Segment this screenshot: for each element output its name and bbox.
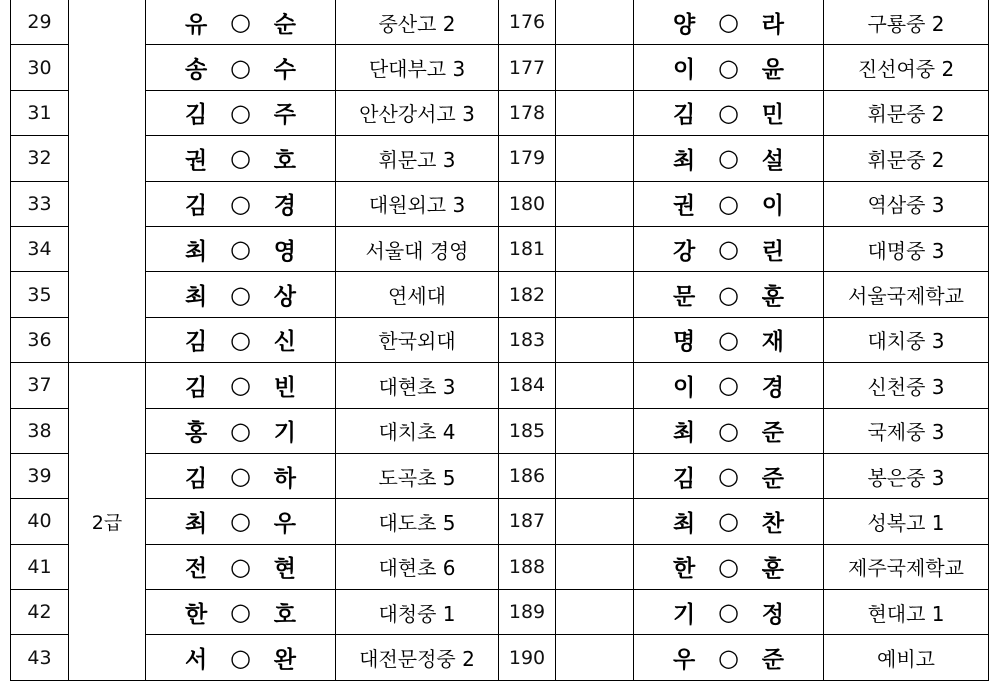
school-cell: 봉은중 3 (824, 453, 989, 498)
name-surname: 문 (673, 284, 696, 311)
name-given: 경 (761, 374, 784, 401)
student-name (634, 408, 824, 453)
grade-cell (69, 0, 146, 363)
school-cell: 대현초 6 (336, 544, 499, 589)
name-surname: 최 (185, 284, 208, 311)
name-given: 빈 (273, 374, 296, 401)
school-cell: 대치중 3 (824, 317, 989, 362)
grade-cell (556, 90, 634, 135)
table-row (11, 363, 989, 408)
row-number: 43 (11, 635, 69, 680)
student-name (634, 363, 824, 408)
name-given: 민 (761, 102, 784, 129)
row-number: 33 (11, 181, 69, 226)
name-given: 훈 (761, 556, 784, 583)
school-cell: 대도초 5 (336, 499, 499, 544)
row-number: 187 (499, 499, 556, 544)
student-name (634, 317, 824, 362)
grade-cell (556, 45, 634, 90)
row-number: 182 (499, 272, 556, 317)
student-name (146, 635, 336, 680)
row-number: 30 (11, 45, 69, 90)
name-given: 수 (273, 57, 296, 84)
name-mask: ○ (718, 144, 739, 173)
school-cell: 대원외고 3 (336, 181, 499, 226)
student-name (146, 90, 336, 135)
row-number: 36 (11, 317, 69, 362)
table-row (11, 226, 989, 271)
student-name (634, 635, 824, 680)
name-given: 주 (273, 102, 296, 129)
name-given: 기 (273, 420, 296, 447)
grade-cell (556, 226, 634, 271)
name-surname: 이 (673, 374, 696, 401)
name-mask: ○ (230, 552, 251, 581)
grade-cell (556, 363, 634, 408)
row-number: 181 (499, 226, 556, 271)
name-surname: 최 (185, 510, 208, 537)
table-row (11, 0, 989, 45)
name-surname: 권 (185, 147, 208, 174)
school-cell: 대청중 1 (336, 590, 499, 635)
grade-cell: 2급 (69, 363, 146, 681)
student-name (634, 0, 824, 45)
row-number: 189 (499, 590, 556, 635)
name-mask: ○ (230, 98, 251, 127)
grade-cell (556, 499, 634, 544)
name-surname: 명 (673, 329, 696, 356)
school-cell: 신천중 3 (824, 363, 989, 408)
row-number: 179 (499, 136, 556, 181)
school-cell: 서울국제학교 (824, 272, 989, 317)
row-number: 177 (499, 45, 556, 90)
grade-cell (556, 0, 634, 45)
name-given: 재 (761, 329, 784, 356)
table-row (11, 45, 989, 90)
name-surname: 김 (185, 102, 208, 129)
row-number: 38 (11, 408, 69, 453)
school-cell: 성복고 1 (824, 499, 989, 544)
row-number: 29 (11, 0, 69, 45)
student-name (146, 499, 336, 544)
name-given: 하 (273, 465, 296, 492)
row-number: 40 (11, 499, 69, 544)
student-name (146, 272, 336, 317)
name-surname: 김 (185, 329, 208, 356)
table-row (11, 272, 989, 317)
name-surname: 최 (673, 510, 696, 537)
name-mask: ○ (230, 598, 251, 627)
school-cell: 역삼중 3 (824, 181, 989, 226)
row-number: 180 (499, 181, 556, 226)
name-given: 순 (273, 11, 296, 38)
name-surname: 서 (185, 647, 208, 674)
school-cell: 구룡중 2 (824, 0, 989, 45)
school-cell: 휘문중 2 (824, 136, 989, 181)
name-given: 설 (761, 147, 784, 174)
student-name (146, 0, 336, 45)
row-number: 183 (499, 317, 556, 362)
name-mask: ○ (230, 53, 251, 82)
student-name (634, 590, 824, 635)
student-name (634, 90, 824, 135)
name-surname: 김 (673, 465, 696, 492)
name-given: 라 (761, 11, 784, 38)
school-cell: 대치초 4 (336, 408, 499, 453)
school-cell: 안산강서고 3 (336, 90, 499, 135)
row-number: 185 (499, 408, 556, 453)
grade-cell (556, 272, 634, 317)
school-cell: 연세대 (336, 272, 499, 317)
row-number: 178 (499, 90, 556, 135)
student-name (634, 226, 824, 271)
student-name (634, 136, 824, 181)
student-name (634, 499, 824, 544)
student-name (146, 453, 336, 498)
name-mask: ○ (718, 643, 739, 672)
grade-cell (556, 544, 634, 589)
name-surname: 김 (185, 193, 208, 220)
row-number: 41 (11, 544, 69, 589)
row-number: 32 (11, 136, 69, 181)
name-given: 정 (761, 601, 784, 628)
name-given: 영 (273, 238, 296, 265)
school-cell: 제주국제학교 (824, 544, 989, 589)
student-name (634, 45, 824, 90)
name-mask: ○ (230, 235, 251, 264)
school-cell: 도곡초 5 (336, 453, 499, 498)
school-cell: 대명중 3 (824, 226, 989, 271)
name-mask: ○ (230, 462, 251, 491)
table-row (11, 90, 989, 135)
table-row (11, 181, 989, 226)
name-surname: 양 (673, 11, 696, 38)
name-mask: ○ (230, 144, 251, 173)
name-surname: 김 (185, 374, 208, 401)
name-surname: 우 (673, 647, 696, 674)
name-given: 준 (761, 647, 784, 674)
student-name (634, 544, 824, 589)
school-cell: 휘문고 3 (336, 136, 499, 181)
name-mask: ○ (718, 416, 739, 445)
table-row (11, 499, 989, 544)
name-given: 준 (761, 465, 784, 492)
grade-cell (556, 317, 634, 362)
name-surname: 최 (673, 420, 696, 447)
name-mask: ○ (718, 462, 739, 491)
name-mask: ○ (718, 371, 739, 400)
name-surname: 최 (185, 238, 208, 265)
name-mask: ○ (718, 325, 739, 354)
name-surname: 김 (185, 465, 208, 492)
name-mask: ○ (230, 8, 251, 37)
student-name (146, 317, 336, 362)
name-given: 이 (761, 193, 784, 220)
name-surname: 김 (673, 102, 696, 129)
name-given: 현 (273, 556, 296, 583)
name-given: 호 (273, 601, 296, 628)
name-surname: 강 (673, 238, 696, 265)
name-given: 경 (273, 193, 296, 220)
student-name (146, 544, 336, 589)
row-number: 39 (11, 453, 69, 498)
name-mask: ○ (718, 235, 739, 264)
name-mask: ○ (230, 189, 251, 218)
name-given: 우 (273, 510, 296, 537)
school-cell: 대전문정중 2 (336, 635, 499, 680)
grade-cell (556, 635, 634, 680)
row-number: 176 (499, 0, 556, 45)
name-mask: ○ (230, 371, 251, 400)
name-given: 신 (273, 329, 296, 356)
name-given: 윤 (761, 57, 784, 84)
student-name (146, 136, 336, 181)
grade-cell (556, 408, 634, 453)
name-surname: 기 (673, 601, 696, 628)
student-name (146, 363, 336, 408)
name-mask: ○ (718, 598, 739, 627)
student-name (634, 272, 824, 317)
school-cell: 서울대 경영 (336, 226, 499, 271)
table-row (11, 453, 989, 498)
row-number: 184 (499, 363, 556, 408)
name-surname: 한 (185, 601, 208, 628)
grade-cell (556, 590, 634, 635)
row-number: 42 (11, 590, 69, 635)
school-cell: 현대고 1 (824, 590, 989, 635)
name-mask: ○ (718, 280, 739, 309)
student-name (146, 226, 336, 271)
row-number: 37 (11, 363, 69, 408)
certificate-list-table (10, 0, 989, 681)
student-name (146, 45, 336, 90)
name-given: 완 (273, 647, 296, 674)
name-mask: ○ (230, 325, 251, 354)
school-cell: 대현초 3 (336, 363, 499, 408)
school-cell: 예비고 (824, 635, 989, 680)
row-number: 188 (499, 544, 556, 589)
name-surname: 송 (185, 57, 208, 84)
name-mask: ○ (718, 8, 739, 37)
school-cell: 중산고 2 (336, 0, 499, 45)
school-cell: 휘문중 2 (824, 90, 989, 135)
student-name (634, 181, 824, 226)
grade-cell (556, 136, 634, 181)
row-number: 31 (11, 90, 69, 135)
name-surname: 유 (185, 11, 208, 38)
name-mask: ○ (718, 98, 739, 127)
row-number: 186 (499, 453, 556, 498)
school-cell: 한국외대 (336, 317, 499, 362)
student-name (146, 181, 336, 226)
name-given: 찬 (761, 510, 784, 537)
student-name (634, 453, 824, 498)
student-name (146, 590, 336, 635)
name-mask: ○ (718, 507, 739, 536)
name-given: 준 (761, 420, 784, 447)
row-number: 34 (11, 226, 69, 271)
name-given: 린 (761, 238, 784, 265)
table-row (11, 590, 989, 635)
name-mask: ○ (230, 280, 251, 309)
name-given: 훈 (761, 284, 784, 311)
name-given: 상 (273, 284, 296, 311)
name-surname: 한 (673, 556, 696, 583)
grade-cell (556, 181, 634, 226)
name-surname: 이 (673, 57, 696, 84)
row-number: 190 (499, 635, 556, 680)
name-mask: ○ (230, 643, 251, 672)
table-row (11, 635, 989, 680)
table-row (11, 136, 989, 181)
name-surname: 최 (673, 147, 696, 174)
table-row (11, 544, 989, 589)
table-row (11, 408, 989, 453)
name-mask: ○ (718, 189, 739, 218)
school-cell: 국제중 3 (824, 408, 989, 453)
grade-cell (556, 453, 634, 498)
name-mask: ○ (230, 507, 251, 536)
table-row (11, 317, 989, 362)
row-number: 35 (11, 272, 69, 317)
name-surname: 권 (673, 193, 696, 220)
name-mask: ○ (230, 416, 251, 445)
school-cell: 단대부고 3 (336, 45, 499, 90)
student-name (146, 408, 336, 453)
name-given: 호 (273, 147, 296, 174)
name-surname: 홍 (185, 420, 208, 447)
name-mask: ○ (718, 53, 739, 82)
school-cell: 진선여중 2 (824, 45, 989, 90)
name-surname: 전 (185, 556, 208, 583)
name-mask: ○ (718, 552, 739, 581)
